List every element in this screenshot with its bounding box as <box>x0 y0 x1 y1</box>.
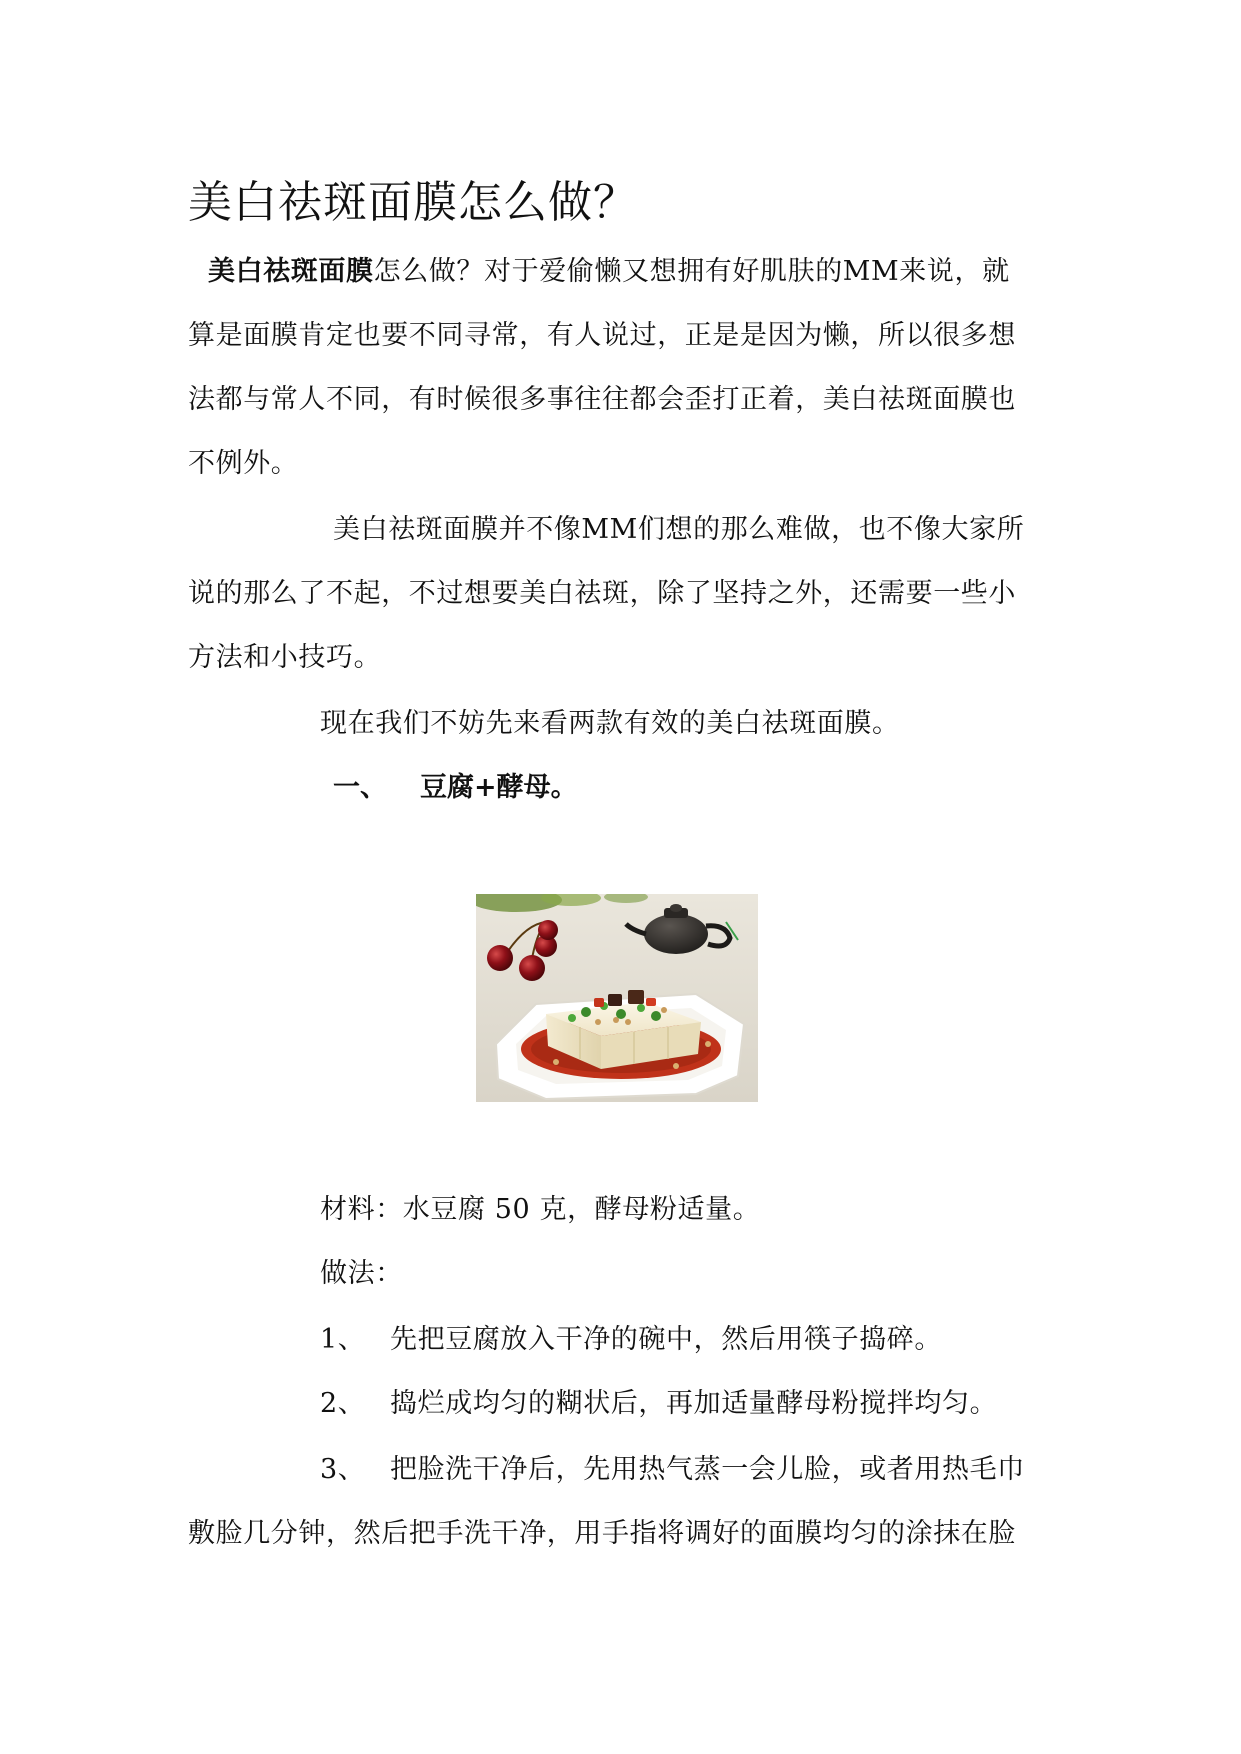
document-title: 美白祛斑面膜怎么做？ <box>188 177 638 228</box>
intro-line-1 <box>208 252 1010 292</box>
intro-line-3: 法都与常人不同，有时候很多事往往都会歪打正着，美白祛斑面膜也 <box>188 384 1016 415</box>
section-1-title: 豆腐+酵母。 <box>420 772 578 803</box>
step-2-number: 2、 <box>320 1388 366 1419</box>
intro-bold-term: 美白祛斑面膜 <box>208 256 374 287</box>
intro-line-4: 不例外。 <box>188 448 299 479</box>
step-3-number: 3、 <box>320 1454 366 1485</box>
para2-line-1: 美白祛斑面膜并不像MM们想的那么难做，也不像大家所 <box>333 514 1025 545</box>
step-1-text: 先把豆腐放入干净的碗中，然后用筷子捣碎。 <box>390 1324 942 1355</box>
step-1-number: 1、 <box>320 1324 366 1355</box>
intro-line-1-text: 怎么做？对于爱偷懒又想拥有好肌肤的MM来说，就 <box>373 256 1010 287</box>
section-1-number: 一、 <box>333 772 387 803</box>
para2-line-2: 说的那么了不起，不过想要美白祛斑，除了坚持之外，还需要一些小 <box>188 578 1016 609</box>
para2-line-3: 方法和小技巧。 <box>188 642 382 673</box>
step-2-text: 捣烂成均匀的糊状后，再加适量酵母粉搅拌均匀。 <box>390 1388 998 1419</box>
materials-line: 材料：水豆腐 50 克，酵母粉适量。 <box>320 1194 761 1225</box>
para3-line: 现在我们不妨先来看两款有效的美白祛斑面膜。 <box>320 708 900 739</box>
intro-line-2: 算是面膜肯定也要不同寻常，有人说过，正是是因为懒，所以很多想 <box>188 320 1016 351</box>
step-3-continued: 敷脸几分钟，然后把手洗干净，用手指将调好的面膜均匀的涂抹在脸 <box>188 1518 1016 1549</box>
tofu-dish-image <box>476 894 758 1102</box>
step-3-text: 把脸洗干净后，先用热气蒸一会儿脸，或者用热毛巾 <box>390 1454 1025 1485</box>
method-label: 做法： <box>320 1258 403 1289</box>
